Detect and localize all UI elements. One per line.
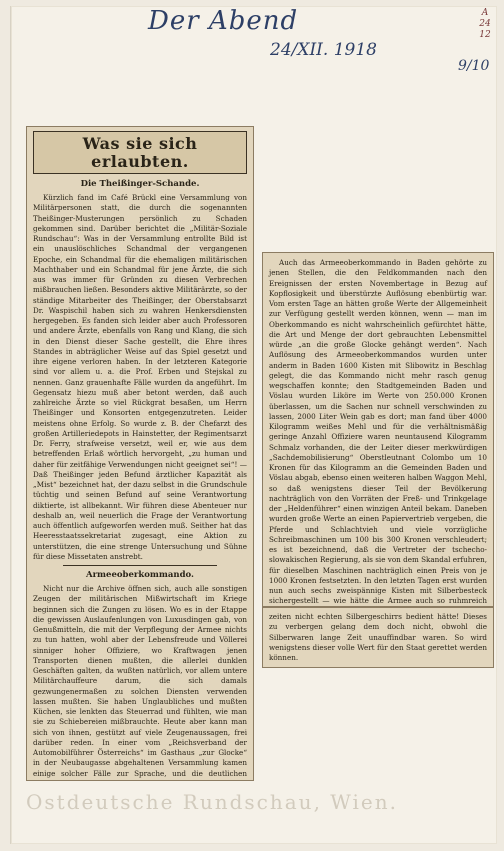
handwritten-margin-note: A 24 12 [479,8,491,40]
newspaper-clipping-bottom [262,606,494,668]
article-subheadline: Die Theißinger-Schande. [80,179,200,189]
article-paragraph-right: Auch das Armeeoberkommando in Baden gehörte zu jenen Stellen, die den Feldkommanden nach den Ereignissen der ersten Novembertage in Bezug auf Kopflosigkeit und überstürzte Auflösung ebenbürtig war. Vom ersten Tage an hätten große Werte der Allgemeinheit zur Verfügung gestellt werden können, wenn — man im Oberkommando es nicht wahrscheinlich gefürchtet hätte, die Art und Menge der dort gebrauchten Lebensmittel würde „an die große Glocke gehängt werden“. Nach Auflösung des Armeeoberkommandos wurden unter anderm in Baden 1600 Kisten mit Slibowitz in Beschlag gelegt, die das Kommando nicht mehr rasch genug wegschaffen konnte; den Stadtgemeinden Baden und Vöslau wurden Liköre im Werte von 250.000 Kronen überlassen, um die Sachen nur schnell verschwinden zu lassen, 2000 Liter Wein gab es dort; man fand über 4000 Kilogramm weißes Mehl und für die verhältnismäßig geringe Anzahl Offiziere waren neuntausend Kilogramm Schmalz vorhanden, die der Leiter dieser merkwürdigen „Sachdemobilisierung“ Oberstleutnant Colombo um 10 Kronen für das Kilogramm an die Gemeinden Baden und Vöslau abgab, ebenso einen weiteren halben Waggon Mehl, so daß wenigstens dieser Teil der Bevölkerung nachträglich von den Vorräten der Freß- und Trinkgelage der „Heldenführer“ einen winzigen Anteil bekam. Daneben wurden große Werte an einen Papiervertrieb vergeben, die Pferde und Schlachtvieh und viele vorzügliche Schreibmaschinen um 100 bis 300 Kronen verschleudert; es ist bezeichnend, daß die Vertreter der tschecho-slowakischen Regierung, als sie von dem Skandal erfuhren, für dieselben Maschinen nachträglich einen Preis von je 1000 Kronen festsetzten. In den letzten Tagen erst wurden nun auch sechs zweispännige Kisten mit Silberbesteck sichergestellt — wie hätte die Armee auch so ruhmreich [269,258,487,606]
section-divider [63,565,217,566]
article-paragraph-1: Kürzlich fand im Café Brückl eine Versammlung von Militärpersonen statt, die durch die sogenannten Theißinger-Musterungen persönlich zu Schaden gekommen sind. Darüber berichtet die „Militär-Soziale Rundschau“: Was in der Versammlung entrollte Bild ist ein unauslöschliches Schandmal der vergangenen Epoche, ein Schandmal für die ehemaligen militärischen Machthaber und ein Schandmal für jene Ärzte, die sich aus was immer für Gründen zu diesen Verbrechen mißbrauchen ließen. Besonders aktive Militärärzte, so der ständige Mitarbeiter des Theißinger, der Oberstabsarzt Dr. Waspischil haben sich zu wahren Henkersdiensten hergegeben. Es fanden sich leider aber auch Professoren und andere Ärzte, ebenfalls von Rang und Klang, die sich in den Dienst dieser Sache gestellt, die Ehre ihres Standes in abträglicher Weise auf das Spiel gesetzt und ihre eigene verloren haben. In der letzteren Kategorie sind vor allem u. a. die Prof. Erben und Stejskal zu nennen. Ganz grauenhafte Fälle wurden da angeführt. Im Gegensatz hiezu muß aber betont werden, daß auch zahlreiche Ärzte so viel Rückgrat besaßen, um Herrn Theißinger und Konsorten entgegenzutreten. Leider meistens ohne Erfolg. So wurde z. B. der Chefarzt des großen Artilleriedepots in Hainstetter, der Regimentsarzt Dr. Ferry, strafweise versetzt, weil er, wie aus dem betreffenden Erlaß wörtlich hervorgeht, „zu human und daher für zeitfähige Verwendungen nicht geeignet sei“! — Daß Theißinger jeden Befund ärztlicher Kapazität als „Mist“ bezeichnet hat, der dazu selbst in die Grundschule tüchtig und seinen Befund auf seine Verantwortung diktierte, ist allbekannt. Wir führen diese Abenteuer nur deshalb an, weil neuerlich die Frage der Verantwortung auch öffentlich aufgeworfen werden muß. Seither hat das Heeresstaatssekretariat zugesagt, eine Aktion zu unterstützen, die eine strenge Untersuchung und Sühne für diese Missetaten anstrebt. [33,193,247,561]
handwritten-newspaper-title: Der Abend [148,6,299,36]
handwritten-date: 24/XII. 1918 [270,40,377,60]
newspaper-clipping-left [26,126,254,781]
article-headline: Was sie sich erlaubten. [33,131,247,174]
newspaper-clipping-right [262,252,494,608]
article-paragraph-2: Nicht nur die Archive öffnen sich, auch alle sonstigen Zeugen der militärischen Mißwirtschaft im Kriege beginnen sich die Zungen zu lösen. Wo es in der Etappe die gewissen Auslaufenlungen von Luxusdingen gab, von Genußmitteln, die mit der Verpflegung der Armee nichts zu tun hatten, wohl aber der Lebensfreude und Völlerei sinniger hoher Offiziere, wo Kraftwagen jenen Transporten dienen mußten, die allerlei dunklen Geschäften galten, da wußten natürlich, vor allem untere Militärchauffeure darum, die sich damals gezwungenermaßen zu solchen Diensten verwenden lassen mußten. Sie haben Unglaubliches und mußten Küchen, sie lenkten das Steuerrad und fühlten, wie man sie zu Schiebereien mißbrauchte. Heute aber kann man sich von ihnen, gestützt auf viele Zeugenaussagen, frei darüber reden. In einer vom „Reichsverband der Automobilführer Österreichs“ im Gasthaus „zur Glocke“ in der Neubaugasse abgehaltenen Versammlung kamen einige solcher Fälle zur Sprache, und die deutlichen [33,584,247,778]
show-through-text: Ostdeutsche Rundschau, Wien. [26,790,398,814]
handwritten-page-number: 9/10 [458,58,490,74]
article-paragraph-bottom: zeiten nicht echten Silbergeschirrs bedient hätte! Dieses zu verbergen gelang dem doch nicht, obwohl die Silberwaren lange Zeit unauffindbar waren. So wird wenigstens dieser volle Wert für den Staat gerettet werden können. [269,612,487,662]
article-subheadline-2: Armeeoberkommando. [85,570,195,580]
